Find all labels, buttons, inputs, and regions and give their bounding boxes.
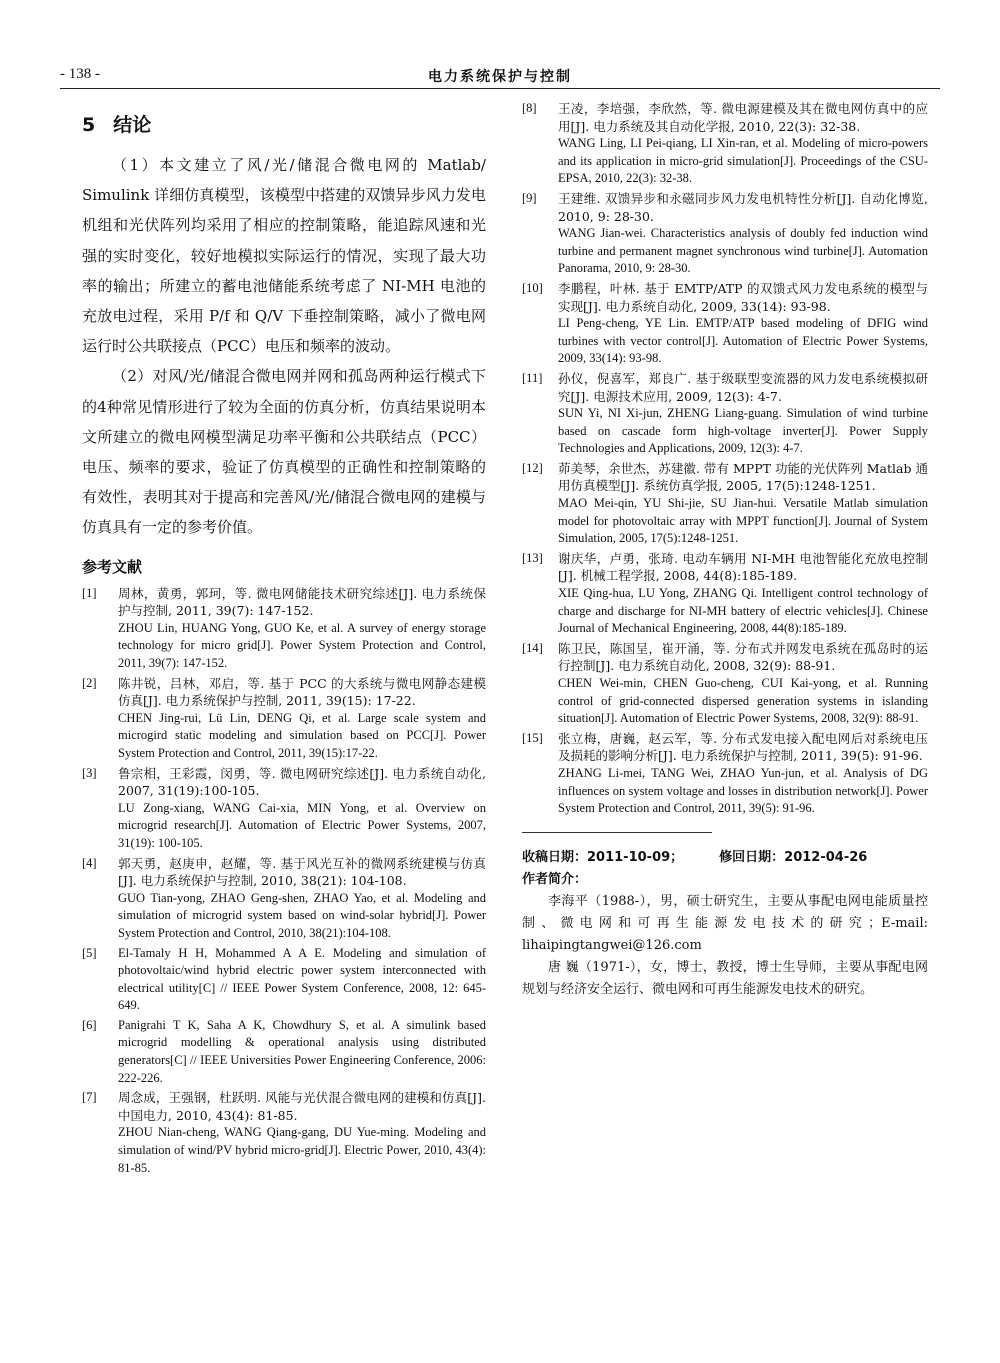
reference-chinese: 郭天勇，赵庚申，赵耀，等. 基于风光互补的微网系统建模与仿真[J]. 电力系统保护与控制, 2010, 38(21): 104-108. [118, 855, 486, 889]
section-number: 5 [82, 114, 96, 136]
right-column [522, 100, 928, 1001]
reference-item [522, 280, 928, 368]
reference-number: [5] [82, 945, 97, 960]
reference-item [82, 945, 486, 1015]
reference-number: [14] [522, 640, 543, 655]
author-bio: 李海平（1988-），男，硕士研究生，主要从事配电网电能质量控制、微电网和可再生能源发电技术的研究；E-mail: lihaipingtangwei@126.com [522, 893, 928, 953]
section-heading [82, 112, 486, 138]
reference-item [522, 100, 928, 188]
reference-chinese: 李鹏程，叶林. 基于 EMTP/ATP 的双馈式风力发电系统的模型与实现[J]. 电力系统自动化, 2009, 33(14): 93-98. [558, 280, 928, 314]
left-column [82, 112, 486, 1179]
reference-item [522, 460, 928, 548]
journal-title: 电力系统保护与控制 [428, 69, 572, 85]
reference-chinese: 陈井锐，吕林，邓启，等. 基于 PCC 的大系统与微电网静态建模仿真[J]. 电力系统保护与控制, 2011, 39(15): 17-22. [118, 675, 486, 709]
reference-english: LU Zong-xiang, WANG Cai-xia, MIN Yong, et al. Overview on microgrid research[J]. Automation of Electric Power Systems, 2007, 31(19): 100-105. [118, 800, 486, 850]
reference-item [82, 675, 486, 763]
page-number: - 138 - [60, 66, 100, 82]
conclusion-paragraph-2: （2）对风/光/储混合微电网并网和孤岛两种运行模式下的4种常见情形进行了较为全面的仿真分析，仿真结果说明本文所建立的微电网模型满足功率平衡和公共联结点（PCC）电压、频率的要求，验证了仿真模型的正确性和控制策略的有效性，表明其对于提高和完善风/光/储混合微电网的建模与仿真具有一定的参考价值。 [82, 367, 486, 537]
reference-number: [12] [522, 460, 543, 475]
reference-item [522, 550, 928, 638]
section-title: 结论 [113, 114, 152, 136]
reference-item [522, 730, 928, 818]
reference-english: CHEN Jing-rui, Lü Lin, DENG Qi, et al. Large scale system and microgird static modeling and simulation based on PCC[J]. Power System Protection and Control, 2011, 39(15):17-22. [118, 710, 486, 760]
reference-number: [9] [522, 190, 537, 205]
reference-item [82, 765, 486, 853]
reference-english: LI Peng-cheng, YE Lin. EMTP/ATP based modeling of DFIG wind turbines with vector control[J]. Automation of Electric Power Systems, 2009, 33(14): 93-98. [558, 316, 928, 366]
reference-number: [10] [522, 280, 543, 295]
author-bio: 唐 巍（1971-），女，博士，教授，博士生导师，主要从事配电网规划与经济安全运行、微电网和可再生能源发电技术的研究。 [522, 959, 928, 997]
reference-number: [6] [82, 1017, 97, 1032]
reference-chinese: 陈卫民，陈国呈，崔开涌，等. 分布式并网发电系统在孤岛时的运行控制[J]. 电力系统自动化, 2008, 32(9): 88-91. [558, 640, 928, 674]
reference-chinese: 谢庆华，卢勇，张琦. 电动车辆用 NI-MH 电池智能化充放电控制[J]. 机械工程学报, 2008, 44(8):185-189. [558, 550, 928, 584]
conclusion-paragraph-1: （1）本文建立了风/光/储混合微电网的 Matlab/ Simulink 详细仿真模型，该模型中搭建的双馈异步风力发电机组和光伏阵列均采用了相应的控制策略，能追踪风速和光强的实时变化，较好地模拟实际运行的情况，实现了最大功率的输出；所建立的蓄电池储能系统考虑了 NI-MH 电池的充放电过程，采用 P/f 和 Q/V 下垂控制策略，减小了微电网运行时公共联接点（PCC）电压和频率的波动。 [82, 156, 486, 356]
reference-english: ZHOU Nian-cheng, WANG Qiang-gang, DU Yue-ming. Modeling and simulation of wind/PV hybrid micro-grid[J]. Electric Power, 2010, 43(4): 81-85. [118, 1125, 486, 1175]
reference-number: [1] [82, 585, 97, 600]
article-dates [522, 847, 928, 869]
reference-item [522, 640, 928, 728]
revised-date: 修回日期：2012-04-26 [719, 849, 868, 865]
reference-number: [3] [82, 765, 97, 780]
reference-english: ZHOU Lin, HUANG Yong, GUO Ke, et al. A survey of energy storage technology for micro grid[J]. Power System Protection and Control, 2011, 39(7): 147-152. [118, 620, 486, 671]
reference-item [82, 585, 486, 673]
reference-item [82, 1089, 486, 1177]
reference-chinese: 张立梅，唐巍，赵云军，等. 分布式发电接入配电网后对系统电压及损耗的影响分析[J]. 电力系统保护与控制, 2011, 39(5): 91-96. [558, 730, 928, 764]
reference-chinese: 鲁宗相，王彩霞，闵勇，等. 微电网研究综述[J]. 电力系统自动化, 2007, 31(19):100-105. [118, 765, 486, 799]
reference-english: ZHANG Li-mei, TANG Wei, ZHAO Yun-jun, et al. Analysis of DG influences on system voltage and losses in distribution network[J]. Power System Protection and Control, 2011, 39(5): 91-96. [558, 765, 928, 816]
references-heading: 参考文献 [82, 557, 143, 576]
reference-english: GUO Tian-yong, ZHAO Geng-shen, ZHAO Yao, et al. Modeling and simulation of microgrid system based on wind-solar hybrid[J]. Power System Protection and Control, 2010, 38(21):104-108. [118, 890, 486, 940]
reference-item [522, 190, 928, 278]
reference-number: [15] [522, 730, 543, 745]
reference-chinese: 茆美琴，余世杰，苏建徽. 带有 MPPT 功能的光伏阵列 Matlab 通用仿真模型[J]. 系统仿真学报, 2005, 17(5):1248-1251. [558, 460, 928, 494]
reference-chinese: 王凌，李培强，李欣然，等. 微电源建模及其在微电网仿真中的应用[J]. 电力系统及其自动化学报, 2010, 22(3): 32-38. [558, 101, 928, 134]
reference-chinese: 周林，黄勇，郭珂，等. 微电网储能技术研究综述[J]. 电力系统保护与控制, 2011, 39(7): 147-152. [118, 585, 486, 619]
reference-chinese: 王建维. 双馈异步和永磁同步风力发电机特性分析[J]. 自动化博览, 2010, 9: 28-30. [558, 190, 928, 224]
reference-number: [7] [82, 1090, 97, 1105]
reference-number: [11] [522, 370, 543, 385]
reference-english: Panigrahi T K, Saha A K, Chowdhury S, et al. A simulink based microgrid modelling & operational analysis using distributed generators[C] // IEEE Universities Power Engineering Conference, 2006: 222-226. [118, 1017, 486, 1085]
reference-english: CHEN Wei-min, CHEN Guo-cheng, CUI Kai-yong, et al. Running control of grid-connected dispersed generation systems in islanding situation[J]. Automation of Electric Power Systems, 2008, 32(9): 88-91. [558, 676, 928, 726]
reference-english: MAO Mei-qin, YU Shi-jie, SU Jian-hui. Versatile Matlab simulation model for photovoltaic array with MPPT function[J]. Journal of System Simulation, 2005, 17(5):1248-1251. [558, 496, 928, 546]
reference-item [522, 370, 928, 458]
reference-number: [8] [522, 101, 537, 115]
author-intro-heading: 作者简介： [522, 871, 588, 887]
reference-item [82, 855, 486, 943]
reference-english: SUN Yi, NI Xi-jun, ZHENG Liang-guang. Simulation of wind turbine based on cascade form high-voltage inverter[J]. Power Supply Technologies and Applications, 2009, 12(3): 4-7. [558, 406, 928, 456]
reference-chinese: 周念成，王强钢，杜跃明. 风能与光伏混合微电网的建模和仿真[J]. 中国电力, 2010, 43(4): 81-85. [118, 1090, 486, 1123]
reference-number: [4] [82, 855, 97, 870]
reference-number: [2] [82, 675, 97, 690]
reference-english: WANG Ling, LI Pei-qiang, LI Xin-ran, et al. Modeling of micro-powers and its application in micro-grid simulation[J]. Proceedings of the CSU-EPSA, 2010, 22(3): 32-38. [558, 136, 928, 186]
reference-english: WANG Jian-wei. Characteristics analysis of doubly fed induction wind turbine and permanent magnet synchronous wind turbine[J]. Automation Panorama, 2010, 9: 28-30. [558, 226, 928, 276]
received-date: 收稿日期：2011-10-09； [522, 849, 684, 865]
reference-english: El-Tamaly H H, Mohammed A A E. Modeling and simulation of photovoltaic/wind hybrid electric power system interconnected with electrical utility[C] // IEEE Power System Conference, 2008, 12: 645-649. [118, 945, 486, 1013]
reference-number: [13] [522, 550, 543, 565]
footnote-divider [522, 832, 712, 833]
reference-chinese: 孙仪，倪喜军，郑良广. 基于级联型变流器的风力发电系统模拟研究[J]. 电源技术应用, 2009, 12(3): 4-7. [558, 370, 928, 404]
reference-english: XIE Qing-hua, LU Yong, ZHANG Qi. Intelligent control technology of charge and discharge for NI-MH battery of electric vehicles[J]. Chinese Journal of Mechanical Engineering, 2008, 44(8):185-189. [558, 586, 928, 636]
running-header [60, 66, 940, 89]
reference-item [82, 1017, 486, 1087]
